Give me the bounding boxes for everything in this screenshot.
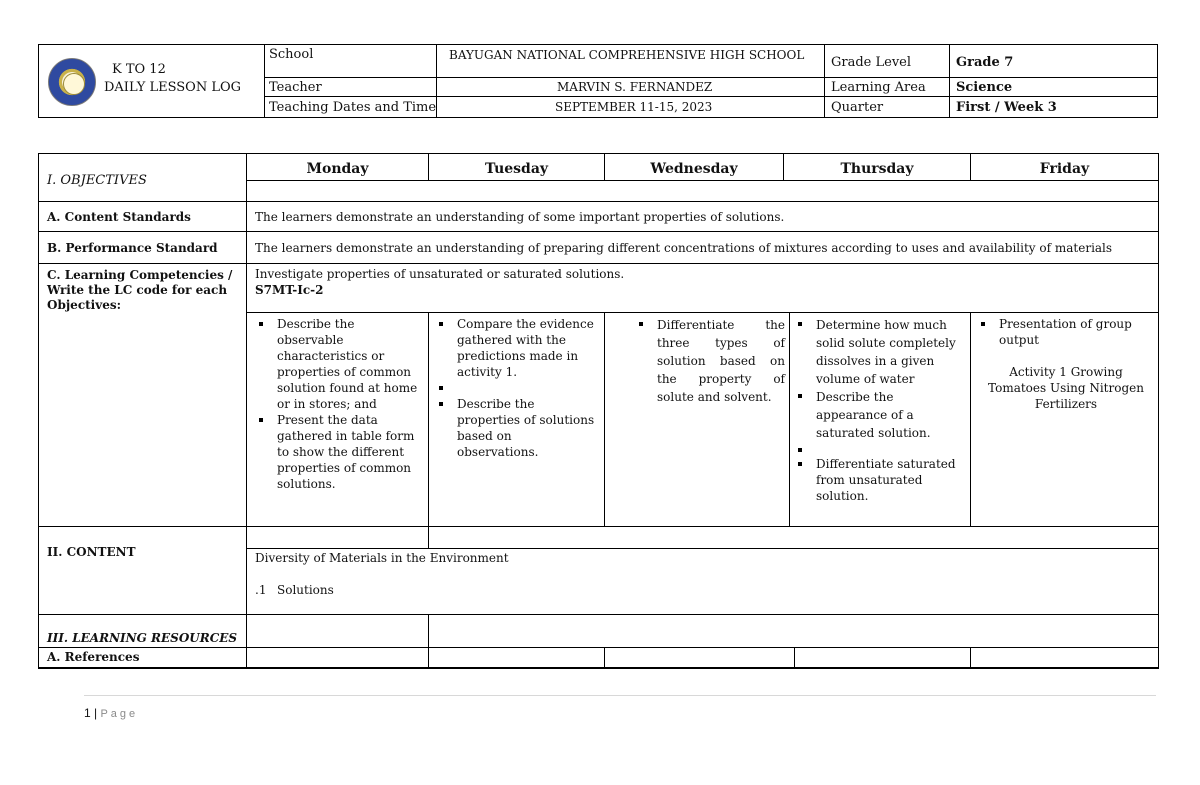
day-label: Friday bbox=[1039, 161, 1090, 177]
school-value: BAYUGAN NATIONAL COMPREHENSIVE HIGH SCHOOL bbox=[449, 48, 805, 62]
thursday-bullet-1: Determine how much solid solute completely dissolves in a given volume of water bbox=[794, 316, 958, 388]
lc-label-line2: Write the LC code for each bbox=[47, 283, 228, 297]
dates-value: SEPTEMBER 11-15, 2023 bbox=[555, 100, 713, 114]
footer-divider bbox=[84, 695, 1156, 696]
grade-label: Grade Level bbox=[831, 55, 912, 70]
grade-value: Grade 7 bbox=[956, 55, 1014, 70]
content-label: II. CONTENT bbox=[47, 545, 136, 559]
footer-page bbox=[84, 707, 135, 720]
quarter-value-cell bbox=[949, 96, 1158, 118]
main-table-frame bbox=[38, 153, 1159, 669]
references-label: A. References bbox=[47, 650, 140, 664]
teacher-value: MARVIN S. FERNANDEZ bbox=[557, 80, 713, 94]
area-label-cell bbox=[824, 77, 950, 97]
tuesday-bullet-1: Compare the evidence gathered with the predictions made in activity 1. bbox=[435, 316, 595, 380]
header-title-line1: K TO 12 bbox=[112, 62, 166, 77]
grade-label-cell bbox=[824, 44, 950, 78]
grade-value-cell bbox=[949, 44, 1158, 78]
quarter-label: Quarter bbox=[831, 100, 884, 115]
quarter-value: First / Week 3 bbox=[956, 100, 1057, 115]
day-label: Tuesday bbox=[484, 161, 549, 177]
performance-value: The learners demonstrate an understanding of preparing different concentrations of mixtures according to uses and availability of materials bbox=[255, 241, 1113, 255]
header-title-line2: DAILY LESSON LOG bbox=[104, 80, 242, 95]
performance-label: B. Performance Standard bbox=[47, 241, 218, 255]
day-label: Thursday bbox=[840, 161, 914, 177]
dates-label-cell bbox=[264, 96, 437, 118]
content-sub-number: .1 bbox=[255, 583, 267, 597]
lc-label-line1: C. Learning Competencies / bbox=[47, 268, 233, 282]
teacher-value-cell bbox=[436, 77, 825, 97]
monday-bullet-2: Present the data gathered in table form to show the different properties of common solutions. bbox=[255, 412, 423, 492]
wednesday-bullet-1: Differentiate the three types of solution based on the property of solute and solvent. bbox=[635, 316, 785, 406]
lc-label-line3: Objectives: bbox=[47, 298, 122, 312]
friday-activity: Activity 1 Growing Tomatoes Using Nitrogen Fertilizers bbox=[988, 365, 1144, 411]
deped-seal-icon bbox=[48, 58, 96, 106]
thursday-bullet-2: Describe the appearance of a saturated solution. bbox=[794, 388, 958, 442]
lc-value: Investigate properties of unsaturated or saturated solutions. bbox=[255, 267, 625, 281]
content-standards-value: The learners demonstrate an understanding of some important properties of solutions. bbox=[255, 210, 785, 224]
objectives-label: I. OBJECTIVES bbox=[47, 173, 147, 188]
page-number: 1 bbox=[84, 706, 91, 720]
resources-label: III. LEARNING RESOURCES bbox=[47, 631, 238, 645]
thursday-bullet-3: Differentiate saturated from unsaturated solution. bbox=[794, 456, 958, 504]
dates-value-cell bbox=[436, 96, 825, 118]
school-value-cell bbox=[436, 44, 825, 78]
day-label: Monday bbox=[306, 161, 369, 177]
content-standards-label: A. Content Standards bbox=[47, 210, 191, 224]
day-label: Wednesday bbox=[650, 161, 738, 177]
school-label-cell bbox=[264, 44, 437, 78]
page-separator: | bbox=[94, 706, 98, 720]
school-label: School bbox=[269, 47, 314, 62]
content-sub: Solutions bbox=[277, 583, 334, 597]
dates-label: Teaching Dates and Time bbox=[269, 100, 437, 115]
page-word: P a g e bbox=[100, 708, 136, 720]
tuesday-bullet-2: Describe the properties of solutions based on observations. bbox=[435, 396, 595, 460]
area-value: Science bbox=[956, 80, 1013, 95]
quarter-label-cell bbox=[824, 96, 950, 118]
teacher-label-cell bbox=[264, 77, 437, 97]
area-value-cell bbox=[949, 77, 1158, 97]
area-label: Learning Area bbox=[831, 80, 926, 95]
content-value: Diversity of Materials in the Environment bbox=[255, 551, 509, 565]
lc-code: S7MT-Ic-2 bbox=[255, 283, 324, 297]
friday-bullet-1: Presentation of group output bbox=[977, 316, 1153, 348]
monday-bullet-1: Describe the observable characteristics or properties of common solution found at home or in stores; and bbox=[255, 316, 423, 412]
teacher-label: Teacher bbox=[269, 80, 322, 95]
